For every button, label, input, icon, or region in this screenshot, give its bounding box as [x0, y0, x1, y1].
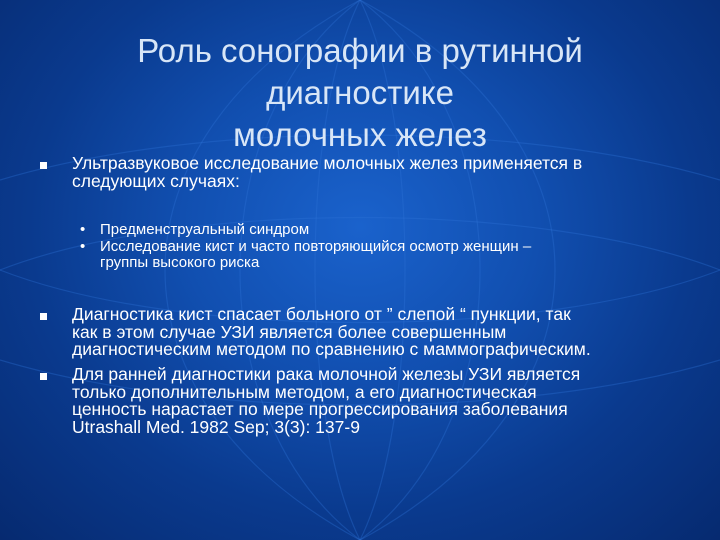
sub-bullet-line: Предменструальный синдром [100, 221, 310, 238]
sub-bullet-line: Исследование кист и часто повторяющийся осмотр женщин – [100, 237, 532, 255]
bullet-item [40, 155, 680, 190]
dot-bullet-icon: • [80, 221, 86, 238]
bullet-line: только дополнительным методом, а его диагностическая [72, 381, 537, 402]
bullet-line: Диагностика кист спасает больного от ” слепой “ пункции, так [72, 304, 571, 324]
bullet-item [40, 306, 680, 359]
sub-bullet-line: группы высокого риска [100, 254, 260, 271]
dot-bullet-icon: • [80, 237, 86, 255]
bullet-line: диагностическим методом по сравнению с маммографическим. [72, 339, 591, 359]
sub-bullet-item [80, 239, 680, 272]
bullet-line: Ультразвуковое исследование молочных желез применяется в [72, 153, 583, 173]
sub-bullet-item [80, 222, 680, 239]
bullet-item [40, 366, 680, 436]
sub-bullet-list [80, 222, 680, 272]
square-bullet-icon [40, 313, 47, 320]
title-line: Роль сонографии в рутинной диагностике [137, 32, 583, 111]
bullet-line: Utrashall Med. 1982 Sep; 3(3): 137-9 [72, 416, 360, 437]
square-bullet-icon [40, 373, 47, 380]
square-bullet-icon [40, 162, 47, 169]
bullet-line: как в этом случае УЗИ является более совершенным [72, 321, 507, 342]
bullet-line: Для ранней диагностики рака молочной железы УЗИ является [72, 364, 581, 384]
bullet-line: ценность нарастает по мере прогрессирования заболевания [72, 399, 568, 419]
bullet-line: следующих случаях: [72, 170, 240, 191]
title-line: молочных желез [233, 116, 487, 153]
